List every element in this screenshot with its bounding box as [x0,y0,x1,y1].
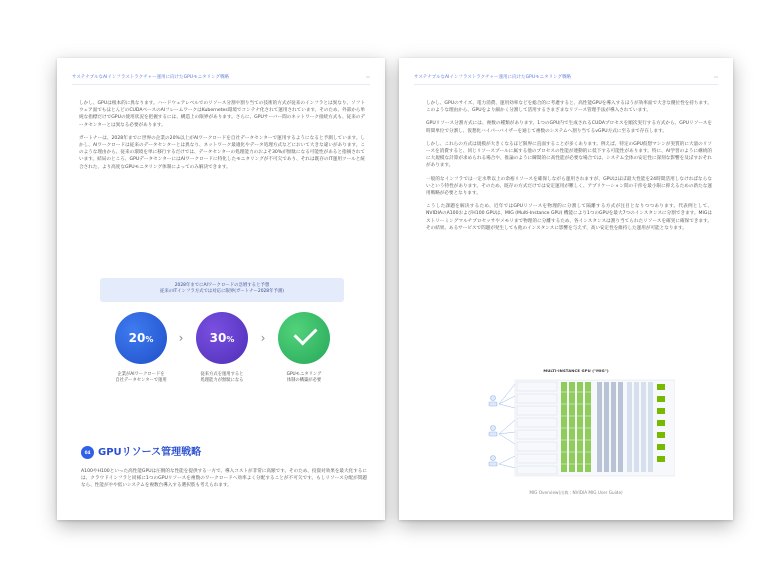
connector-lines [499,384,515,468]
stat-unit: % [226,335,235,344]
stat-banner-line: 2028年までにAIワークロードの急増すると予想 [174,283,270,288]
stat-circle-check [278,312,330,364]
stat-caption [177,372,267,384]
running-header [414,74,718,80]
page-marker-icon: ▭ [714,74,718,79]
section-number-badge: 04 [81,446,94,459]
paragraph: GPUリソース分割方式には、複数の種類があります。1つのGPU内で生成されるCUDAプロセスを順次実行する方式から、GPUリソースを時間単位で分割し、仮想化ハイパーバイザーを通じて複数のシステムへ割り当てるvGPU方式に至るまで存在します。 [426,121,712,134]
running-header-title: サステナブルなAIインフラストラクチャー運用に向けたGPUモニタリング戦略 [72,75,229,80]
stat-circle-20-percent [115,312,167,364]
paragraph: しかし、GPUのサイズ、電力消費、運用効率などを総合的に考慮すると、高性能GPUを導入するほうが効率面で大きな優位性を持ちます。このような理由から、GPUをより細かく分割して活用するさまざまなリソース管理手法が導入されています。 [426,101,712,114]
stat-caption-line: 企業がAIワークロードを [117,372,165,377]
header-divider [414,84,718,85]
section-title: GPUリソース管理戦略 [98,447,202,458]
stat-banner-line: 従来のITインフラ方式では対応に限界(ガートナー2028年予測) [160,289,284,295]
checkmark-icon [293,321,317,345]
stat-caption-line: 従来方式を運用すると [200,372,244,377]
paragraph: A100やH100といった高性能GPUは圧倒的な性能を提供する一方で、導入コストが非常に高額です。そのため、投資対効果を最大化するには、クラウドインフラと同様に1つのGPUリソースを複数のワークロードへ効率よく分配することが不可欠です。もしリソース分配が問題なら、性能がやや低いシステムを複数台導入する選択肢も考えられます。 [81,469,367,489]
paragraph: ガートナーは、2028年までに世界の企業の20%以上がAIワークロードを自社データセンターで運用するようになると予測しています。しかし、AIワークロードは従来のデータセンターとは異なり、ネットワーク最適化やデータ処理方式などにおいて大きな違いがあります。このような理由から、従来の環境を単に移行するだけでは、データセンターの処理能力のおよそ30%が無駄になる可能性があると指摘されています。結局のところ、GPUデータセンターにはAIワークロードに特化したモニタリングが不可欠であり、それは既存のIT運用ツールと統合された、より高度なGPUモニタリング体制によってのみ解決できます。 [79,135,365,170]
right-body-text [426,100,712,238]
left-section-text [81,468,367,496]
paragraph: しかし、GPUは根本的に異なります。ハードウェアレベルでのリソース分割や割り当ての技術的方式が従来のインフラとは異なり、ソフトウェア面でもほとんどのCUDAベースのAIフレームワークはKubernetes環境でコンテナ化されて運用されています。そのため、外部から単純な指標だけでGPUの使用状況を把握するには、構造上の限界があります。さらに、GPUサーバー間のネットワーク接続方式も、従来のデータセンターとは異なる必要があります。 [79,101,365,128]
figure-caption: MIG Overview(出典 : NVIDIA MIG User Guide) [529,490,623,495]
stat-caption-line: GPUモニタリング [286,372,322,377]
page-marker-icon: ▭ [366,74,370,79]
paragraph: しかし、これらの方式は規模が大きくなるほど限界に直面することが多くあります。例えば、特定のGPU仮想マシンが実質的に大量のリソースを消費すると、同じリソースプールに属する他のプロセスの性能が連動的に低下する可能性があります。特に、AI学習のように継続的に大規模な計算が求められる場合や、推論のように瞬間的に高性能が必要な場合では、システム全体の安定性に深刻な影響を及ぼすおそれがあります。 [426,141,712,169]
document-page-left [57,58,385,520]
document-page-right [399,58,733,520]
figure-title: MULTI-INSTANCE GPU ("MIG") [543,368,609,373]
stat-value: 20 [128,331,146,345]
header-divider [72,84,370,85]
stat-value: 30 [209,331,227,345]
chevron-right-icon: › [260,331,266,345]
paragraph: 一般的なインフラでは一定水準以上の余裕リソースを確保しながら運用されますが、GPUはほぼ最大性能を24時間活用しなければならないという特性があります。そのため、既存の方式だけでは安定運用が難しく、アプリケーション間の干渉を最小限に抑えるための新たな運用戦略が必要となります。 [426,176,712,197]
left-body-text [79,100,365,177]
stat-circle-30-percent [196,312,248,364]
mig-diagram [485,376,675,480]
running-header [72,74,370,80]
chevron-right-icon: › [178,331,184,345]
stat-unit: % [145,335,154,344]
stat-caption [96,372,186,384]
paragraph: こうした課題を解決するため、近年ではGPUリソースを物理的に分割して隔離する方式が注目となりつつあります。代表例として、NVIDIAのA100およびH100 GPUは、MIG (Multi-Instance GPU) 機能により1つのGPUを最大7つのインスタンスに分割できます。MIGはストリーミングマルチプロセッサやメモリまで物理的に分離するため、各インスタンスは割り当てられたリソースを確実に確保できます。その結果、あるサービスで問題が発生しても他のインスタンスに影響を与えず、高い安定性を維持した運用が可能となります。 [426,204,712,231]
running-header-title: サステナブルなAIインフラストラクチャー運用に向けたGPUモニタリング戦略 [414,75,571,80]
stat-caption-line: 処理能力が無駄になる [200,378,244,384]
stat-banner [100,278,344,302]
stat-caption-line: 自社データセンターで運用 [115,378,167,384]
user-icons [489,396,497,467]
stat-caption-line: 体制の構築が必要 [286,378,322,384]
stat-caption [259,372,349,384]
stat-infographic [57,312,385,402]
section-heading [81,446,201,460]
